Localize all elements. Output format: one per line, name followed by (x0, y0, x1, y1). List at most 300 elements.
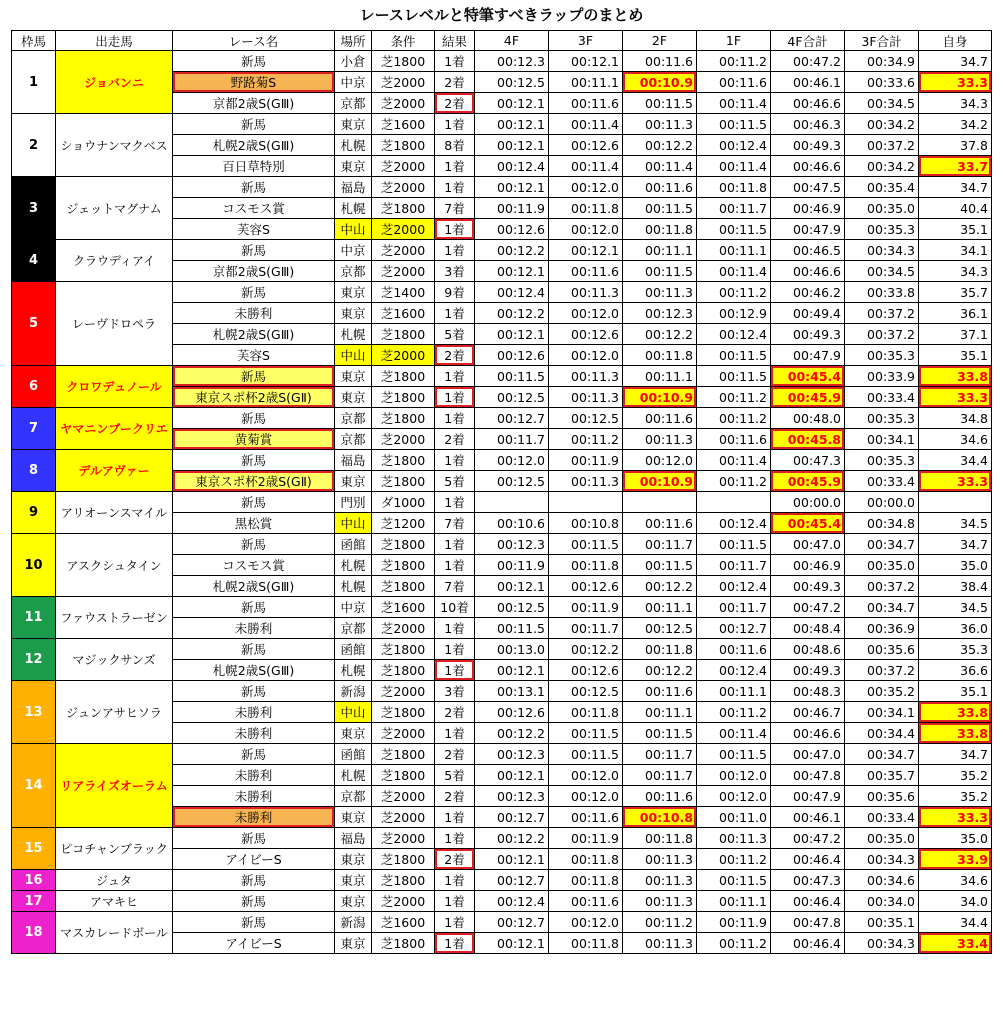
total-4f: 00:47.3 (771, 870, 845, 891)
race-place: 京都 (335, 618, 372, 639)
lap-2f: 00:11.7 (623, 765, 697, 786)
race-result: 2着 (435, 744, 475, 765)
race-result: 2着 (435, 429, 475, 450)
race-result: 1着 (435, 219, 475, 240)
race-result: 1着 (435, 870, 475, 891)
lap-1f: 00:11.4 (697, 156, 771, 177)
self-time: 34.0 (919, 891, 992, 912)
lap-4f: 00:13.0 (475, 639, 549, 660)
total-4f: 00:47.3 (771, 450, 845, 471)
lap-2f: 00:11.6 (623, 177, 697, 198)
lap-2f: 00:11.3 (623, 114, 697, 135)
horse-name: リアライズオーラム (56, 744, 173, 828)
lap-3f: 00:11.7 (549, 618, 623, 639)
total-4f: 00:46.6 (771, 261, 845, 282)
race-name: 百日草特別 (173, 156, 335, 177)
race-name: 未勝利 (173, 765, 335, 786)
lap-1f (697, 492, 771, 513)
table-row (12, 534, 992, 555)
total-3f: 00:35.7 (845, 765, 919, 786)
race-place: 札幌 (335, 198, 372, 219)
race-name: コスモス賞 (173, 555, 335, 576)
lap-3f: 00:11.6 (549, 891, 623, 912)
waku-number: 5 (12, 282, 56, 366)
lap-1f: 00:11.9 (697, 912, 771, 933)
lap-4f: 00:12.3 (475, 744, 549, 765)
lap-3f: 00:11.5 (549, 744, 623, 765)
total-4f: 00:46.9 (771, 198, 845, 219)
total-3f: 00:00.0 (845, 492, 919, 513)
table-row (12, 51, 992, 72)
lap-3f: 00:11.8 (549, 555, 623, 576)
header-place: 場所 (335, 31, 372, 51)
lap-1f: 00:11.8 (697, 177, 771, 198)
race-place: 函館 (335, 534, 372, 555)
lap-4f: 00:12.1 (475, 324, 549, 345)
race-condition: 芝1800 (372, 471, 435, 492)
race-name: 芙容S (173, 345, 335, 366)
lap-4f: 00:12.5 (475, 387, 549, 408)
lap-1f: 00:11.5 (697, 219, 771, 240)
lap-2f: 00:11.3 (623, 429, 697, 450)
lap-2f: 00:11.1 (623, 597, 697, 618)
lap-3f (549, 492, 623, 513)
lap-4f: 00:12.5 (475, 471, 549, 492)
lap-2f: 00:11.2 (623, 912, 697, 933)
self-time: 33.3 (919, 72, 992, 93)
lap-1f: 00:12.4 (697, 576, 771, 597)
lap-1f: 00:12.0 (697, 765, 771, 786)
lap-2f: 00:11.1 (623, 702, 697, 723)
race-condition: 芝1800 (372, 849, 435, 870)
race-result: 1着 (435, 408, 475, 429)
total-4f: 00:48.0 (771, 408, 845, 429)
table-row (12, 681, 992, 702)
lap-1f: 00:12.0 (697, 786, 771, 807)
waku-number: 3 (12, 177, 56, 240)
race-place: 札幌 (335, 576, 372, 597)
total-4f: 00:49.3 (771, 660, 845, 681)
race-name: 新馬 (173, 870, 335, 891)
lap-2f: 00:11.3 (623, 849, 697, 870)
total-3f: 00:33.4 (845, 807, 919, 828)
self-time: 34.5 (919, 597, 992, 618)
race-name: 札幌2歳S(GⅢ) (173, 324, 335, 345)
header-4f: 4F (475, 31, 549, 51)
lap-3f: 00:12.1 (549, 240, 623, 261)
race-condition: 芝1800 (372, 387, 435, 408)
total-4f: 00:47.0 (771, 534, 845, 555)
lap-2f: 00:11.7 (623, 744, 697, 765)
race-result: 3着 (435, 261, 475, 282)
lap-2f: 00:11.1 (623, 366, 697, 387)
header-2f: 2F (623, 31, 697, 51)
lap-3f: 00:12.0 (549, 219, 623, 240)
total-3f: 00:34.7 (845, 744, 919, 765)
lap-2f: 00:11.5 (623, 198, 697, 219)
total-4f: 00:46.6 (771, 93, 845, 114)
self-time: 33.8 (919, 702, 992, 723)
race-result: 5着 (435, 765, 475, 786)
total-3f: 00:34.3 (845, 933, 919, 954)
table-row (12, 828, 992, 849)
lap-2f: 00:11.6 (623, 513, 697, 534)
race-result: 7着 (435, 513, 475, 534)
lap-4f: 00:12.4 (475, 282, 549, 303)
race-condition: 芝1800 (372, 51, 435, 72)
race-condition: 芝2000 (372, 177, 435, 198)
lap-3f: 00:10.8 (549, 513, 623, 534)
total-3f: 00:34.2 (845, 114, 919, 135)
race-condition: 芝1800 (372, 933, 435, 954)
header-condition: 条件 (372, 31, 435, 51)
total-4f: 00:46.5 (771, 240, 845, 261)
race-result: 1着 (435, 366, 475, 387)
waku-number: 17 (12, 891, 56, 912)
horse-name: ジュンアサヒソラ (56, 681, 173, 744)
horse-name: ショウナンマクベス (56, 114, 173, 177)
race-name: 京都2歳S(GⅢ) (173, 93, 335, 114)
total-4f: 00:49.3 (771, 576, 845, 597)
race-name: 新馬 (173, 681, 335, 702)
total-4f: 00:47.5 (771, 177, 845, 198)
race-result: 1着 (435, 912, 475, 933)
total-3f: 00:37.2 (845, 660, 919, 681)
lap-2f: 00:11.3 (623, 933, 697, 954)
race-condition: ダ1000 (372, 492, 435, 513)
race-condition: 芝1800 (372, 870, 435, 891)
lap-4f: 00:12.2 (475, 303, 549, 324)
table-row (12, 744, 992, 765)
race-place: 中山 (335, 513, 372, 534)
race-condition: 芝1800 (372, 324, 435, 345)
race-result: 1着 (435, 891, 475, 912)
header-1f: 1F (697, 31, 771, 51)
race-place: 東京 (335, 282, 372, 303)
self-time: 35.3 (919, 639, 992, 660)
lap-1f: 00:11.1 (697, 681, 771, 702)
lap-4f: 00:12.2 (475, 723, 549, 744)
race-name: 新馬 (173, 177, 335, 198)
total-3f: 00:34.0 (845, 891, 919, 912)
race-place: 中山 (335, 702, 372, 723)
self-time: 34.6 (919, 870, 992, 891)
lap-4f: 00:11.5 (475, 366, 549, 387)
self-time: 34.5 (919, 513, 992, 534)
horse-name: ジェットマグナム (56, 177, 173, 240)
total-4f: 00:46.6 (771, 156, 845, 177)
race-name: 札幌2歳S(GⅢ) (173, 135, 335, 156)
waku-number: 1 (12, 51, 56, 114)
lap-4f: 00:12.4 (475, 156, 549, 177)
self-time: 34.4 (919, 912, 992, 933)
lap-1f: 00:12.4 (697, 324, 771, 345)
lap-3f: 00:12.0 (549, 765, 623, 786)
total-4f: 00:45.4 (771, 366, 845, 387)
race-place: 東京 (335, 156, 372, 177)
race-condition: 芝1800 (372, 366, 435, 387)
self-time: 35.2 (919, 765, 992, 786)
self-time: 34.3 (919, 261, 992, 282)
race-condition: 芝1800 (372, 198, 435, 219)
lap-4f: 00:12.6 (475, 219, 549, 240)
lap-4f: 00:12.6 (475, 345, 549, 366)
lap-1f: 00:11.5 (697, 744, 771, 765)
lap-4f: 00:12.1 (475, 93, 549, 114)
self-time: 34.7 (919, 534, 992, 555)
total-3f: 00:35.0 (845, 828, 919, 849)
lap-2f: 00:12.2 (623, 576, 697, 597)
total-3f: 00:34.3 (845, 240, 919, 261)
lap-4f: 00:12.2 (475, 240, 549, 261)
total-3f: 00:33.4 (845, 471, 919, 492)
lap-4f: 00:12.1 (475, 177, 549, 198)
total-3f: 00:37.2 (845, 576, 919, 597)
total-4f: 00:47.2 (771, 597, 845, 618)
total-3f: 00:33.6 (845, 72, 919, 93)
self-time: 35.1 (919, 219, 992, 240)
self-time: 37.8 (919, 135, 992, 156)
race-condition: 芝2000 (372, 786, 435, 807)
lap-4f: 00:12.1 (475, 765, 549, 786)
self-time: 35.1 (919, 681, 992, 702)
lap-1f: 00:11.2 (697, 282, 771, 303)
lap-3f: 00:12.5 (549, 408, 623, 429)
total-4f: 00:47.9 (771, 345, 845, 366)
race-condition: 芝2000 (372, 240, 435, 261)
race-condition: 芝2000 (372, 156, 435, 177)
total-3f: 00:34.7 (845, 534, 919, 555)
race-result: 1着 (435, 303, 475, 324)
race-name: 新馬 (173, 828, 335, 849)
race-name: 東京スポ杯2歳S(GⅡ) (173, 471, 335, 492)
self-time: 37.1 (919, 324, 992, 345)
race-place: 東京 (335, 891, 372, 912)
table-row (12, 870, 992, 891)
lap-3f: 00:11.6 (549, 93, 623, 114)
table-row (12, 114, 992, 135)
race-name: 新馬 (173, 534, 335, 555)
table-row (12, 366, 992, 387)
table-row (12, 597, 992, 618)
race-place: 京都 (335, 261, 372, 282)
race-condition: 芝1600 (372, 114, 435, 135)
lap-3f: 00:12.6 (549, 576, 623, 597)
lap-3f: 00:11.6 (549, 807, 623, 828)
race-condition: 芝1800 (372, 744, 435, 765)
race-result: 7着 (435, 198, 475, 219)
horse-name: クロワデュノール (56, 366, 173, 408)
total-3f: 00:35.3 (845, 345, 919, 366)
total-4f: 00:45.8 (771, 429, 845, 450)
race-condition: 芝1800 (372, 765, 435, 786)
total-4f: 00:49.4 (771, 303, 845, 324)
race-condition: 芝1600 (372, 597, 435, 618)
race-condition: 芝1800 (372, 534, 435, 555)
race-place: 門別 (335, 492, 372, 513)
total-3f: 00:34.8 (845, 513, 919, 534)
total-4f: 00:48.3 (771, 681, 845, 702)
lap-1f: 00:11.1 (697, 240, 771, 261)
lap-1f: 00:11.4 (697, 261, 771, 282)
lap-1f: 00:11.2 (697, 702, 771, 723)
race-place: 東京 (335, 870, 372, 891)
lap-1f: 00:11.6 (697, 72, 771, 93)
race-result: 1着 (435, 114, 475, 135)
horse-name: アスクシュタイン (56, 534, 173, 597)
waku-number: 9 (12, 492, 56, 534)
total-4f: 00:46.6 (771, 723, 845, 744)
lap-2f: 00:11.8 (623, 345, 697, 366)
total-4f: 00:47.8 (771, 912, 845, 933)
lap-3f: 00:11.5 (549, 534, 623, 555)
header-waku: 枠馬 (12, 31, 56, 51)
race-result: 1着 (435, 723, 475, 744)
lap-2f: 00:10.9 (623, 387, 697, 408)
race-result: 2着 (435, 702, 475, 723)
waku-number: 13 (12, 681, 56, 744)
self-time: 33.4 (919, 933, 992, 954)
lap-2f: 00:11.6 (623, 51, 697, 72)
lap-3f: 00:11.9 (549, 597, 623, 618)
race-place: 中京 (335, 240, 372, 261)
race-name: 新馬 (173, 450, 335, 471)
race-place: 札幌 (335, 765, 372, 786)
lap-3f: 00:11.3 (549, 471, 623, 492)
race-condition: 芝1200 (372, 513, 435, 534)
race-result: 2着 (435, 93, 475, 114)
race-result: 1着 (435, 387, 475, 408)
race-name: 東京スポ杯2歳S(GⅡ) (173, 387, 335, 408)
lap-4f: 00:12.5 (475, 597, 549, 618)
race-result: 5着 (435, 324, 475, 345)
lap-3f: 00:11.8 (549, 702, 623, 723)
total-4f: 00:47.8 (771, 765, 845, 786)
race-place: 福島 (335, 177, 372, 198)
self-time: 34.2 (919, 114, 992, 135)
table-row (12, 912, 992, 933)
lap-2f: 00:11.6 (623, 681, 697, 702)
waku-number: 7 (12, 408, 56, 450)
waku-number: 15 (12, 828, 56, 870)
total-4f: 00:46.2 (771, 282, 845, 303)
race-result: 7着 (435, 576, 475, 597)
race-place: 小倉 (335, 51, 372, 72)
race-name: 札幌2歳S(GⅢ) (173, 660, 335, 681)
horse-name: デルアヴァー (56, 450, 173, 492)
lap-4f: 00:12.7 (475, 870, 549, 891)
self-time: 35.0 (919, 828, 992, 849)
lap-3f: 00:12.0 (549, 912, 623, 933)
race-name: 黒松賞 (173, 513, 335, 534)
lap-3f: 00:11.8 (549, 870, 623, 891)
table-row (12, 639, 992, 660)
total-3f: 00:33.4 (845, 387, 919, 408)
lap-1f: 00:11.2 (697, 51, 771, 72)
lap-2f: 00:11.6 (623, 786, 697, 807)
lap-1f: 00:11.5 (697, 366, 771, 387)
total-3f: 00:34.1 (845, 702, 919, 723)
lap-1f: 00:11.2 (697, 933, 771, 954)
lap-4f: 00:12.0 (475, 450, 549, 471)
waku-number: 12 (12, 639, 56, 681)
race-place: 福島 (335, 450, 372, 471)
self-time: 33.3 (919, 807, 992, 828)
total-3f: 00:37.2 (845, 135, 919, 156)
lap-3f: 00:12.0 (549, 345, 623, 366)
race-condition: 芝2000 (372, 261, 435, 282)
race-condition: 芝1800 (372, 450, 435, 471)
total-3f: 00:35.0 (845, 198, 919, 219)
race-name: 新馬 (173, 891, 335, 912)
lap-2f: 00:11.5 (623, 93, 697, 114)
lap-3f: 00:11.1 (549, 72, 623, 93)
race-place: 東京 (335, 471, 372, 492)
race-place: 新潟 (335, 912, 372, 933)
lap-2f: 00:11.6 (623, 408, 697, 429)
lap-4f: 00:12.1 (475, 849, 549, 870)
lap-1f: 00:12.4 (697, 660, 771, 681)
self-time: 34.6 (919, 429, 992, 450)
waku-number: 6 (12, 366, 56, 408)
lap-3f: 00:12.6 (549, 660, 623, 681)
lap-2f: 00:11.3 (623, 891, 697, 912)
header-3f: 3F (549, 31, 623, 51)
race-condition: 芝2000 (372, 807, 435, 828)
lap-3f: 00:11.6 (549, 261, 623, 282)
horse-name: ピコチャンブラック (56, 828, 173, 870)
lap-3f: 00:11.4 (549, 156, 623, 177)
race-place: 福島 (335, 828, 372, 849)
race-place: 函館 (335, 744, 372, 765)
waku-number: 2 (12, 114, 56, 177)
race-result: 1着 (435, 156, 475, 177)
lap-3f: 00:11.8 (549, 198, 623, 219)
total-4f: 00:48.6 (771, 639, 845, 660)
waku-number: 14 (12, 744, 56, 828)
self-time: 34.3 (919, 93, 992, 114)
total-3f: 00:35.6 (845, 639, 919, 660)
lap-1f: 00:11.5 (697, 870, 771, 891)
total-3f: 00:35.2 (845, 681, 919, 702)
self-time: 35.1 (919, 345, 992, 366)
lap-1f: 00:12.4 (697, 135, 771, 156)
race-condition: 芝2000 (372, 723, 435, 744)
lap-2f: 00:12.2 (623, 135, 697, 156)
lap-3f: 00:12.6 (549, 135, 623, 156)
race-name: 京都2歳S(GⅢ) (173, 261, 335, 282)
total-4f: 00:46.4 (771, 849, 845, 870)
race-place: 函館 (335, 639, 372, 660)
lap-3f: 00:11.8 (549, 849, 623, 870)
horse-name: ヤマニンブークリエ (56, 408, 173, 450)
total-3f: 00:35.1 (845, 912, 919, 933)
self-time: 33.7 (919, 156, 992, 177)
page-title: レースレベルと特筆すべきラップのまとめ (359, 6, 644, 24)
race-name: 未勝利 (173, 303, 335, 324)
horse-name: ジュタ (56, 870, 173, 891)
lap-4f: 00:12.2 (475, 828, 549, 849)
total-4f: 00:48.4 (771, 618, 845, 639)
horse-name: クラウディアイ (56, 240, 173, 282)
total-3f: 00:34.2 (845, 156, 919, 177)
race-result: 1着 (435, 555, 475, 576)
lap-2f (623, 492, 697, 513)
race-result: 1着 (435, 51, 475, 72)
race-condition: 芝2000 (372, 93, 435, 114)
race-condition: 芝1800 (372, 408, 435, 429)
race-place: 東京 (335, 807, 372, 828)
